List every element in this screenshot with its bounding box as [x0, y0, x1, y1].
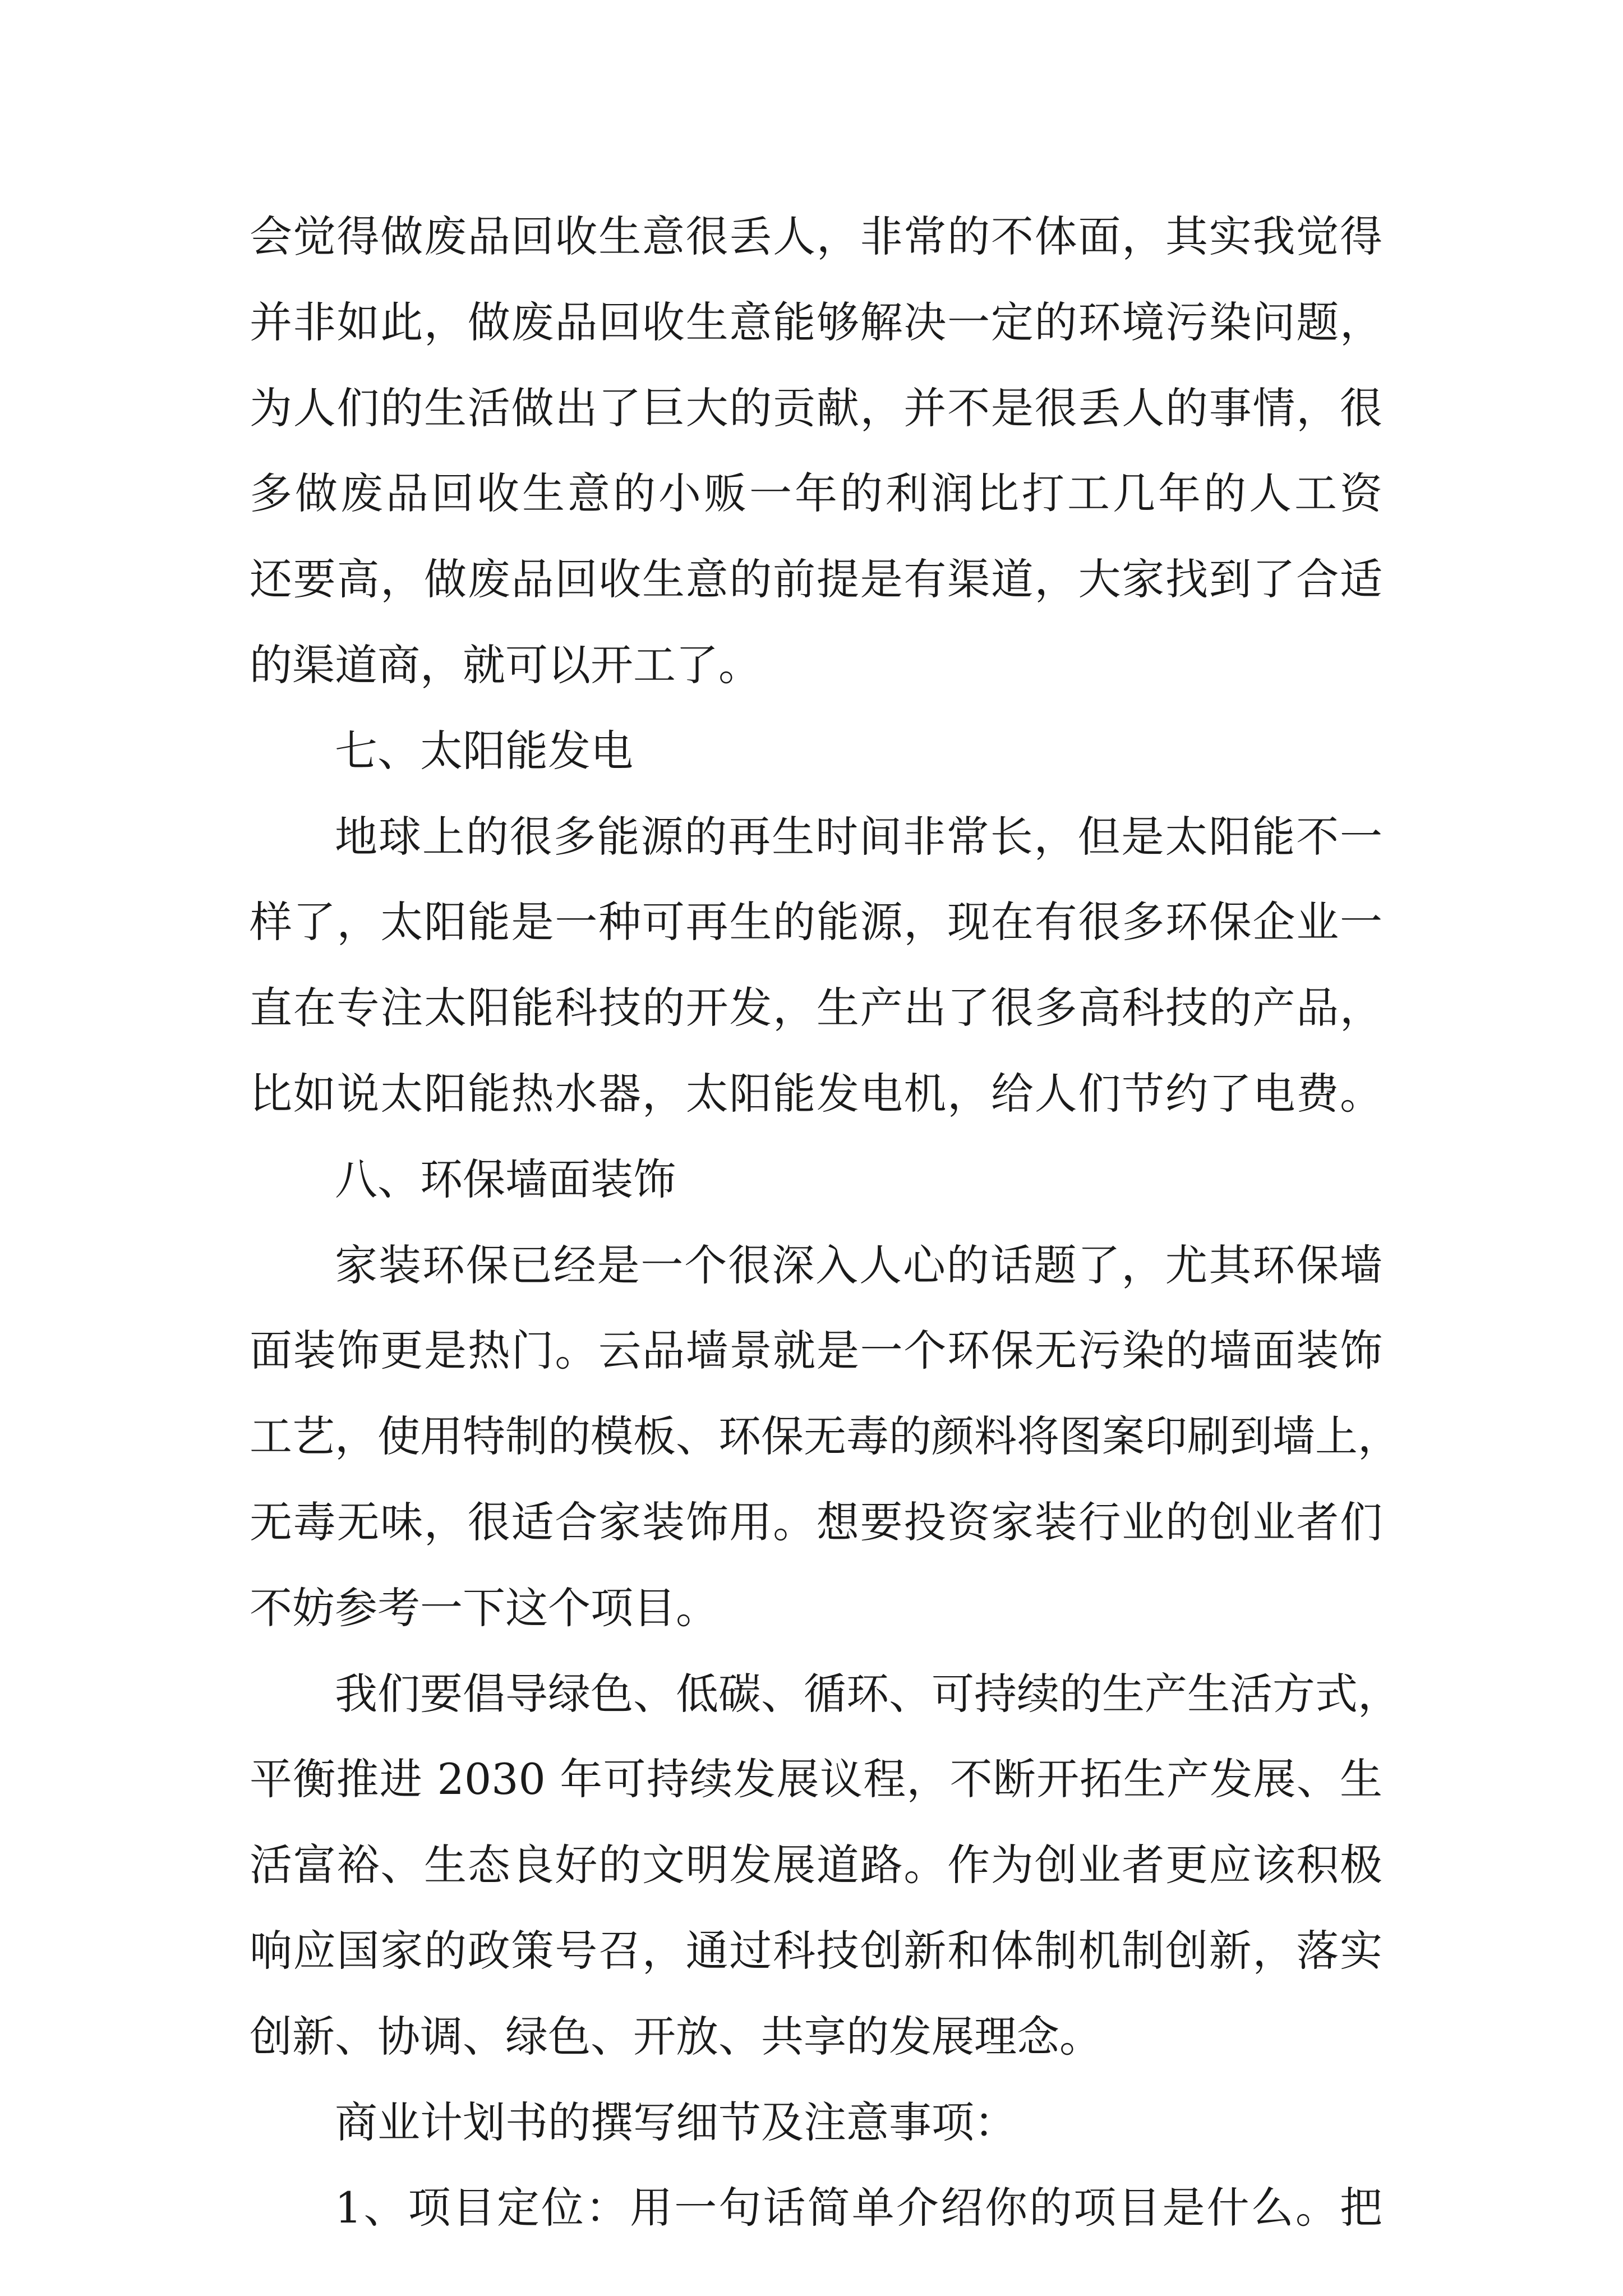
- text-line: 1、项目定位：用一句话简单介绍你的项目是什么。把: [335, 2183, 1382, 2233]
- text-line: 多做废品回收生意的小贩一年的利润比打工几年的人工资: [250, 468, 1382, 518]
- section-heading: 商业计划书的撰写细节及注意事项：: [335, 2097, 1017, 2147]
- text-line: 地球上的很多能源的再生时间非常长，但是太阳能不一: [335, 812, 1382, 862]
- text-line: 家装环保已经是一个很深入人心的话题了，尤其环保墙: [335, 1240, 1382, 1290]
- text-line: 样了，太阳能是一种可再生的能源，现在有很多环保企业一: [250, 897, 1382, 947]
- text-line: 工艺，使用特制的模板、环保无毒的颜料将图案印刷到墙上，: [250, 1411, 1400, 1461]
- text-line: 并非如此，做废品回收生意能够解决一定的环境污染问题，: [250, 297, 1382, 347]
- text-line: 会觉得做废品回收生意很丢人，非常的不体面，其实我觉得: [250, 211, 1382, 261]
- section-heading: 七、太阳能发电: [335, 726, 633, 776]
- text-line: 响应国家的政策号召，通过科技创新和体制机制创新，落实: [250, 1926, 1382, 1976]
- text-line: 平衡推进 2030 年可持续发展议程，不断开拓生产发展、生: [250, 1754, 1382, 1804]
- text-line: 我们要倡导绿色、低碳、循环、可持续的生产生活方式，: [335, 1669, 1400, 1719]
- text-line: 还要高，做废品回收生意的前提是有渠道，大家找到了合适: [250, 554, 1382, 604]
- text-line: 直在专注太阳能科技的开发，生产出了很多高科技的产品，: [250, 983, 1382, 1033]
- text-line: 活富裕、生态良好的文明发展道路。作为创业者更应该积极: [250, 1840, 1382, 1890]
- text-line: 面装饰更是热门。云品墙景就是一个环保无污染的墙面装饰: [250, 1326, 1382, 1375]
- text-line: 不妨参考一下这个项目。: [250, 1583, 718, 1633]
- text-line: 无毒无味，很适合家装饰用。想要投资家装行业的创业者们: [250, 1497, 1382, 1547]
- text-line: 比如说太阳能热水器，太阳能发电机，给人们节约了电费。: [250, 1069, 1382, 1119]
- text-line: 创新、协调、绿色、开放、共享的发展理念。: [250, 2012, 1102, 2062]
- section-heading: 八、环保墙面装饰: [335, 1154, 676, 1204]
- text-line: 为人们的生活做出了巨大的贡献，并不是很丢人的事情，很: [250, 383, 1382, 433]
- text-line: 的渠道商，就可以开工了。: [250, 640, 761, 690]
